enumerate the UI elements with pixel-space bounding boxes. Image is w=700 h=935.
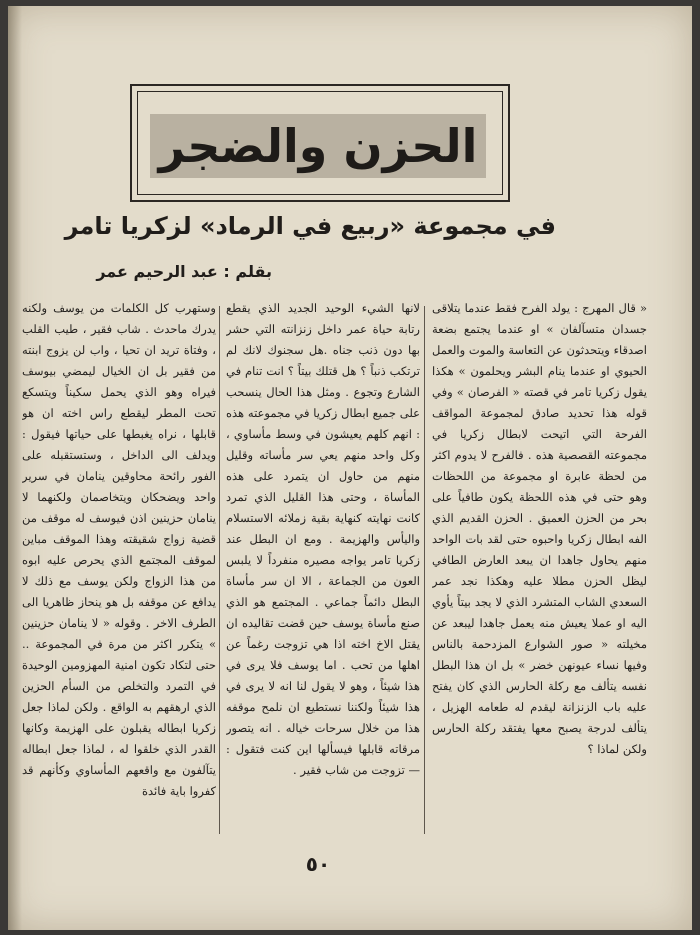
magazine-page: [8, 6, 692, 930]
column-divider: [219, 306, 220, 834]
article-byline: بقلم : عبد الرحيم عمر: [96, 262, 272, 281]
article-subtitle: في مجموعة «ربيع في الرماد» لزكريا تامر: [64, 212, 556, 240]
page-number: ٥٠: [305, 852, 331, 876]
text-column-left: وستهرب كل الكلمات من يوسف ولكنه يدرك ماحدث . شاب فقير ، طيب القلب ، وفتاة تريد ان تحيا ، واب لن يزوج ابنته من فقير بل ان الخيال ليمضي بيوسف فيراه وهو الذي يحمل سكيناً ويتسكع تحت المطر ليقطع راس اخته ان هو قابلها ، نراه يغبطها على حياتها فيقول : ويدلف الى الداخل ، وستستقبله على الفور رائحة محاوقين ينامان في سرير واحد ويضحكان ويتخاصمان ولكنهما لا ينامان حزينين اذن فيوسف له موقف من قضية زواج شقيقته وهذا الموقف مباين لموقف المجتمع الذي يحرص عليه ابوه من هذا الزواج ولكن يوسف مع ذلك لا يدافع عن موقفه بل هو ينحاز ظاهريا الى الطرف الاخر . وقوله « لا ينامان حزينين » يتكرر اكثر من مرة في المجموعة .. حتى لتكاد تكون امنية المهزومين الوحيدة في التمرد والتخلص من السأم الحزين الذي ارهقهم به الواقع . ولكن لماذا جعل زكريا ابطاله يقبلون على الهزيمة وكانها القدر الذي خلقوا له ، لماذا جعل ابطاله يتآلفون مع واقعهم المأساوي وكأنهم قد كفروا باية فائدة: [22, 301, 216, 798]
text-column-middle: لانها الشيء الوحيد الجديد الذي يقطع رتابة حياة عمر داخل زنزانته التي حشر بها دون ذنب جناه .هل سجنوك لانك لم ترتكب ذنباً ؟ هل قتلك بيتاً ؟ انت تنام في الشارع وتجوع . ومثل هذا الحال ينسحب على جميع ابطال زكريا في مجموعته هذه : انهم كلهم يعيشون في وسط مأساوي ، وكل واحد منهم يعي سر مأساته وقليل منهم من حاول ان يتمرد على هذه المأساة ، وحتى هذا القليل الذي تمرد كانت نهايته كنهاية بقية زملائه الاستسلام واليأس والهزيمة . ومع ان البطل عند زكريا تامر يواجه مصيره منفرداً لا يلبس العون من الجماعة ، الا ان سر مأساة البطل دائماً جماعي . المجتمع هو الذي صنع مأساة يوسف حين قضت تقاليده ان يقتل الاخ اخته اذا هي تزوجت رغماً عن اهلها من تحب . اما يوسف فلا يرى في هذا شيئاً ، وهو لا يقول لنا انه لا يرى في هذا شيئاً ولكننا نستطيع ان نلمح موقفه هذا من خلال سرحات خياله . انه يتصور مرقاته قابلها فيسألها اين كنت فتقول : — تزوجت من شاب فقير .: [226, 301, 420, 777]
article-title: الحزن والضجر: [158, 119, 478, 173]
text-column-right: « قال المهرج : يولد الفرح فقط عندما يتلاقى جسدان متسآلفان » او عندما يجتمع بضعة اصدقاء ويتحدثون عن التعاسة والموت والعمل الحيوي او عندما ينام البشر ويحلمون » هكذا يقول زكريا تامر في قصته « الفرصان » وفي قوله هذا تحديد صادق لمجموعة المواقف الفرحة التي اتيحت لابطال زكريا في مجموعته القصصية هذه . فالفرح لا يدوم اكثر من لحظة عابرة او مجموعة من اللحظات وهو حتى في هذه اللحظة يكون طافياً على بحر من الحزن العميق . الحزن القديم الذي الفه ابطال زكريا واحبوه حتى لقد بات الواحد منهم يحاول جاهدا ان يبعد العارض الطافي ليظل الحزن مطلا عليه وهكذا نجد عمر السعدي الشاب المتشرد الذي لا يجد بيتاً يأوي اليه او عملا يعيش منه يعمل جاهدا ليبعد عن مخيلته « صور الشوارع المزدحمة بالناس وفيها نساء عيونهن خضر » بل ان هذا البطل نفسه يتألف مع ركلة الحارس الذي كان يفتح عليه باب الزنزانة ليقدم له طعامه الهزيل ، يتألف لدرجة يصبح معها يفتقد ركلة الحارس ولكن لماذا ؟: [432, 301, 647, 756]
column-divider: [424, 306, 425, 834]
title-banner: [150, 114, 486, 178]
